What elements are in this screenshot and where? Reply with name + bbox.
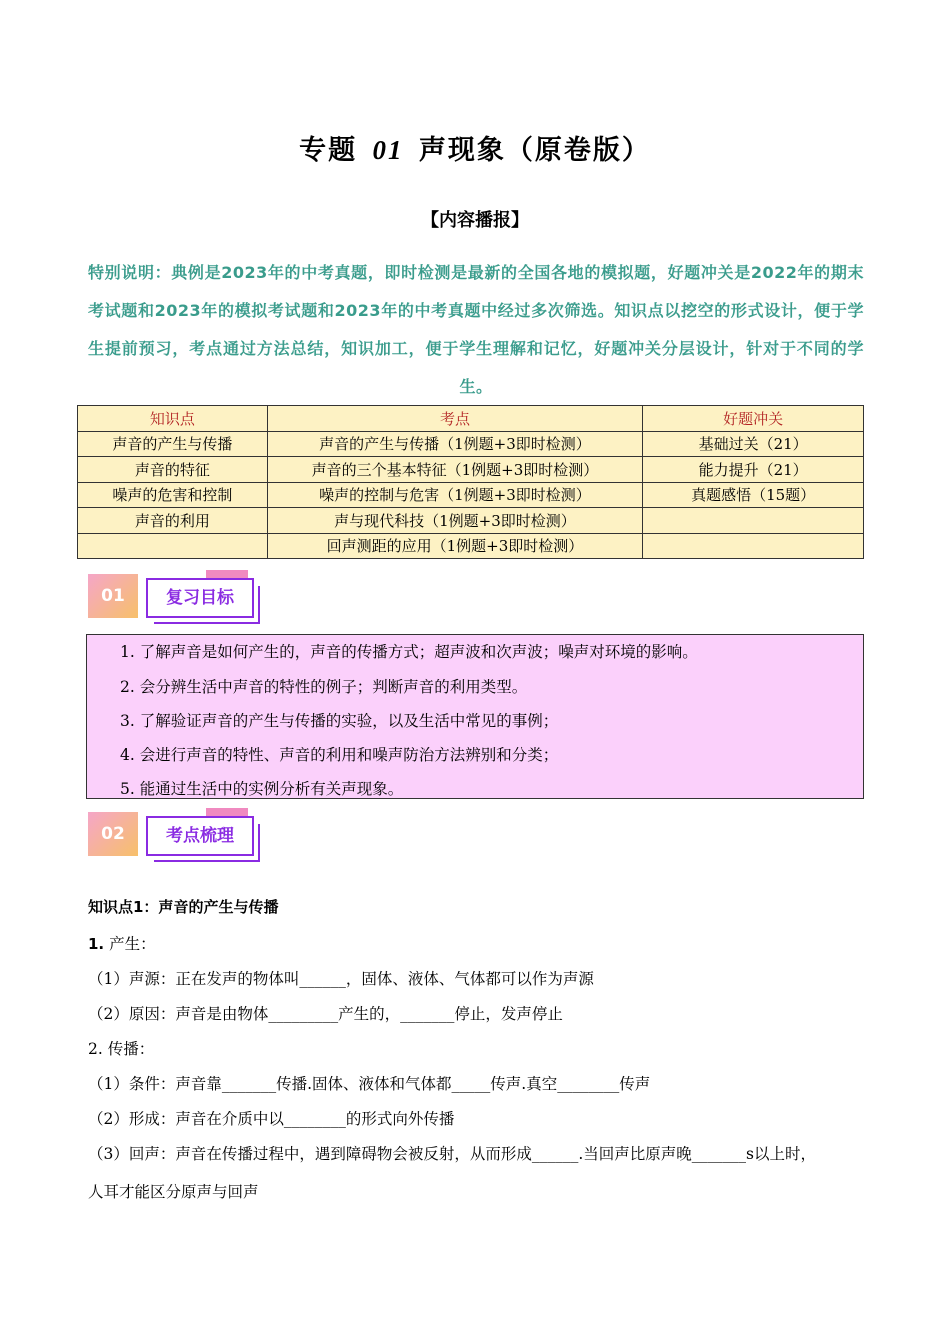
badge-stripe <box>206 570 248 578</box>
table-cell: 真题感悟（15题） <box>643 482 864 508</box>
table-cell: 声音的三个基本特征（1例题+3即时检测） <box>267 457 642 483</box>
text-line: 人耳才能区分原声与回声 <box>88 1183 259 1201</box>
page-title <box>0 128 950 167</box>
table-header: 知识点 <box>78 406 268 432</box>
title-number: 01 <box>372 135 404 165</box>
overview-table <box>77 405 864 559</box>
table-cell: 声音的产生与传播（1例题+3即时检测） <box>267 431 642 457</box>
table-cell <box>643 533 864 559</box>
table-row <box>78 457 864 483</box>
badge-stripe <box>206 808 248 816</box>
section-label: 考点梳理 <box>146 816 254 856</box>
goal-item: 5. 能通过生活中的实例分析有关声现象。 <box>120 780 404 798</box>
table-cell: 声音的产生与传播 <box>78 431 268 457</box>
section-badge-review-goals <box>88 574 268 626</box>
paragraph-propagation: 2. 传播： <box>88 1040 155 1058</box>
table-cell <box>643 508 864 534</box>
special-note: 特别说明：典例是2023年的中考真题，即时检测是最新的全国各地的模拟题，好题冲关是2022年的期末考试题和2023年的模拟考试题和2023年的中考真题中经过多次筛选。知识点以挖空的形式设计，便于学生提前预习，考点通过方法总结，知识加工，便于学生理解和记忆，好题冲关分层设计，针对于不同的学生。 <box>88 263 864 396</box>
table-header: 考点 <box>267 406 642 432</box>
text-line: （3）回声：声音在传播过程中，遇到障碍物会被反射，从而形成______.当回声比原声晚_______s以上时， <box>88 1145 816 1163</box>
knowledge-heading: 知识点1：声音的产生与传播 <box>88 898 279 916</box>
table-cell: 声音的利用 <box>78 508 268 534</box>
title-post: 声现象（原卷版） <box>418 135 651 166</box>
table-cell: 基础过关（21） <box>643 431 864 457</box>
table-cell: 能力提升（21） <box>643 457 864 483</box>
table-cell: 回声测距的应用（1例题+3即时检测） <box>267 533 642 559</box>
table-row <box>78 482 864 508</box>
goal-item: 4. 会进行声音的特性、声音的利用和噪声防治方法辨别和分类； <box>120 746 559 764</box>
review-goals-box <box>86 634 864 799</box>
goal-item: 3. 了解验证声音的产生与传播的实验，以及生活中常见的事例； <box>120 712 559 730</box>
table-cell <box>78 533 268 559</box>
goal-item: 2. 会分辨生活中声音的特性的例子；判断声音的利用类型。 <box>120 678 528 696</box>
table-row <box>78 431 864 457</box>
broadcast-heading: 【内容播报】 <box>421 210 529 231</box>
goal-item: 1. 了解声音是如何产生的，声音的传播方式；超声波和次声波；噪声对环境的影响。 <box>120 643 698 661</box>
item-number: 1. <box>88 935 105 953</box>
section-badge-key-points <box>88 812 268 864</box>
table-cell: 声与现代科技（1例题+3即时检测） <box>267 508 642 534</box>
table-cell: 噪声的危害和控制 <box>78 482 268 508</box>
section-number: 02 <box>88 812 138 856</box>
table-header-row <box>78 406 864 432</box>
title-pre: 专题 <box>299 135 358 166</box>
paragraph-production <box>88 932 156 954</box>
text-line: （2）原因：声音是由物体_________产生的，_______停止，发声停止 <box>88 1005 563 1023</box>
table-row <box>78 533 864 559</box>
text-line: （2）形成：声音在介质中以________的形式向外传播 <box>88 1110 455 1128</box>
text-line: （1）条件：声音靠_______传播.固体、液体和气体都_____传声.真空________传声 <box>88 1075 651 1093</box>
section-number: 01 <box>88 574 138 618</box>
table-cell: 声音的特征 <box>78 457 268 483</box>
table-cell: 噪声的控制与危害（1例题+3即时检测） <box>267 482 642 508</box>
table-header: 好题冲关 <box>643 406 864 432</box>
text-line: （1）声源：正在发声的物体叫______，固体、液体、气体都可以作为声源 <box>88 970 594 988</box>
section-label: 复习目标 <box>146 578 254 618</box>
item-label: 产生： <box>109 935 156 953</box>
table-row <box>78 508 864 534</box>
